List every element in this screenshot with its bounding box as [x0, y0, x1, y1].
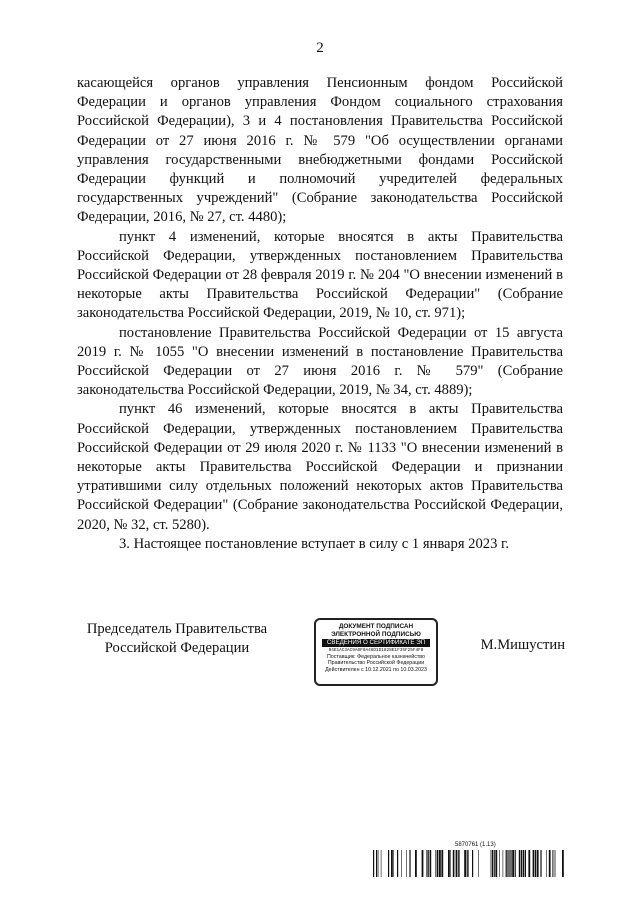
paragraph: касающейся органов управления Пенсионным фондом Российской Федерации и органов управления Фондом социального страхования Российской Федерации), 3 и 4 постановления Правительства Российской Федерации от 27 июня 2016 г. № 579 "Об осуществлении органами управления государственными внебюджетными фондами Российской Федерации функций и полномочий учредителей федеральных государственных учреждений" (Собрание законодательства Российской Федерации, 2016, № 27, ст. 4480);	[77, 75, 563, 226]
stamp-validity: Действителен с 10.12.2021 по 10.03.2023	[325, 666, 427, 673]
barcode-icon	[373, 850, 565, 877]
signatory-position	[77, 620, 277, 658]
stamp-title	[316, 623, 436, 638]
signatory-position-line1: Председатель Правительства	[86, 621, 268, 637]
signatory-position-line2: Российской Федерации	[104, 640, 250, 656]
signatory-name: М.Мишустин	[480, 637, 565, 653]
e-signature-stamp	[314, 618, 438, 686]
stamp-issuer-line1: Поставщик: Федеральное казначейство	[327, 654, 425, 660]
stamp-issuer-line2: Правительство Российской Федерации	[327, 660, 425, 667]
document-body	[77, 74, 563, 554]
paragraph-effective-date: 3. Настоящее постановление вступает в силу с 1 января 2023 г.	[119, 535, 509, 552]
stamp-title-line1: ДОКУМЕНТ ПОДПИСАН	[338, 623, 414, 630]
document-code: 5870761 (1.13)	[455, 842, 496, 848]
paragraph: постановление Правительства Российской Федерации от 15 августа 2019 г. № 1055 "О внесении изменений в постановление Правительства Российской Федерации от 27 июня 2016 г. № 579" (Собрание законодательства Российской Федерации, 2019, № 34, ст. 4889);	[77, 324, 563, 399]
page-number: 2	[316, 40, 324, 56]
stamp-serial: 04E1AC3AC9A0F9A46D1D1828E1F35F25F4F8	[328, 648, 424, 653]
paragraph: пункт 4 изменений, которые вносятся в акты Правительства Российской Федерации, утвержденных постановлением Правительства Российской Федерации от 28 февраля 2019 г. № 204 "О внесении изменений в некоторые акты Правительства Российской Федерации" (Собрание законодательства Российской Федерации, 2019, № 10, ст. 971);	[77, 228, 563, 322]
paragraph: пункт 46 изменений, которые вносятся в акты Правительства Российской Федерации, утвержденных постановлением Правительства Российской Федерации от 29 июля 2020 г. № 1133 "О внесении изменений в некоторые акты Правительства Российской Федерации и признании утратившими силу отдельных положений некоторых актов Правительства Российской Федерации" (Собрание законодательства Российской Федерации, 2020, № 32, ст. 5280).	[77, 401, 563, 533]
stamp-title-line2: ЭЛЕКТРОННОЙ ПОДПИСЬЮ	[331, 630, 421, 638]
stamp-certificate-bar: СВЕДЕНИЯ О СЕРТИФИКАТЕ ЭП	[322, 639, 430, 647]
